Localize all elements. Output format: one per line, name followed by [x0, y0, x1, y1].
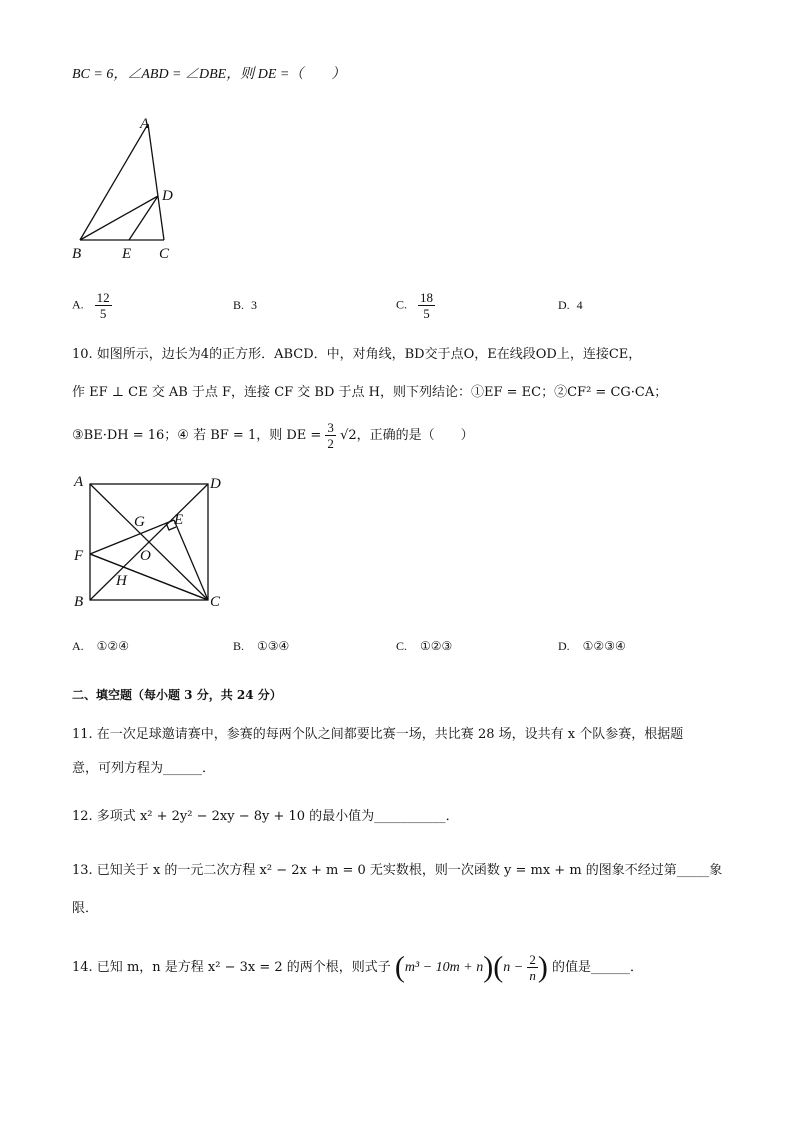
label-O: O: [140, 548, 151, 564]
q9-option-b[interactable]: B. 3: [233, 298, 258, 312]
q10-option-b[interactable]: B. ①③④: [233, 639, 290, 653]
q10-line3: ③BE·DH = 16；④ 若 BF = 1，则 DE = $\frac{3}{2}$ √2，正确的是（ ）: [72, 420, 474, 451]
label-E: E: [174, 512, 184, 528]
q14-text: 14. 已知 m，n 是方程 x² − 3x = 2 的两个根，则式子 (m³ − 10m + n)(n − $\frac{2}{n}$ ) 的值是______．: [72, 950, 643, 984]
q13-line2: 限．: [72, 901, 99, 916]
q10-line1: 10. 如图所示，边长为4的正方形．ABCD．中，对角线，BD交于点O，E在线段OD上，连接CE，: [72, 347, 642, 362]
q9-triangle-figure: [66, 108, 196, 268]
q10-square-figure: [66, 468, 236, 618]
label-B: B: [72, 246, 82, 262]
label-A: A: [74, 474, 84, 490]
q11-line1: 11. 在一次足球邀请赛中，参赛的每两个队之间都要比赛一场，共比赛 28 场，设共有 x 个队参赛，根据题: [72, 727, 684, 742]
label-F: F: [74, 548, 84, 564]
label-D: D: [210, 476, 221, 492]
label-E: E: [122, 246, 132, 262]
label-H: H: [116, 573, 127, 589]
fraction: $\frac{18}{5}$: [420, 290, 434, 321]
q11-line2: 意，可列方程为______．: [72, 761, 216, 776]
label-D: D: [162, 188, 173, 204]
fraction: $\frac{3}{2}$: [327, 420, 334, 451]
q9-stem: BC = 6，∠ABD = ∠DBE，则 DE =（ ）: [72, 67, 346, 82]
q10-option-c[interactable]: C. ①②③: [396, 639, 453, 653]
label-G: G: [134, 514, 145, 530]
q10-line2: 作 EF ⊥ CE 交 AB 于点 F，连接 CF 交 BD 于点 H，则下列结论：①EF = EC；②CF² = CG·CA；: [72, 385, 668, 400]
section-fill-in-title: 二、填空题（每小题 3 分，共 24 分）: [72, 688, 282, 702]
q10-option-d[interactable]: D. ①②③④: [558, 639, 626, 653]
q12-text: 12. 多项式 x² + 2y² − 2xy − 8y + 10 的最小值为___________．: [72, 809, 459, 824]
q10-option-a[interactable]: A. ①②④: [72, 639, 129, 653]
label-C: C: [210, 594, 221, 610]
q9-option-c[interactable]: C. $\frac{18}{5}$: [396, 290, 434, 321]
q13-line1: 13. 已知关于 x 的一元二次方程 x² − 2x + m = 0 无实数根，则一次函数 y = mx + m 的图象不经过第_____象: [72, 863, 723, 878]
fraction: $\frac{12}{5}$: [96, 290, 110, 321]
label-B: B: [74, 594, 84, 610]
label-A: A: [140, 116, 150, 132]
q9-option-d[interactable]: D. 4: [558, 298, 583, 312]
q9-option-a[interactable]: A. $\frac{12}{5}$: [72, 290, 110, 321]
fraction: $\frac{2}{n}$: [529, 952, 536, 983]
label-C: C: [159, 246, 170, 262]
